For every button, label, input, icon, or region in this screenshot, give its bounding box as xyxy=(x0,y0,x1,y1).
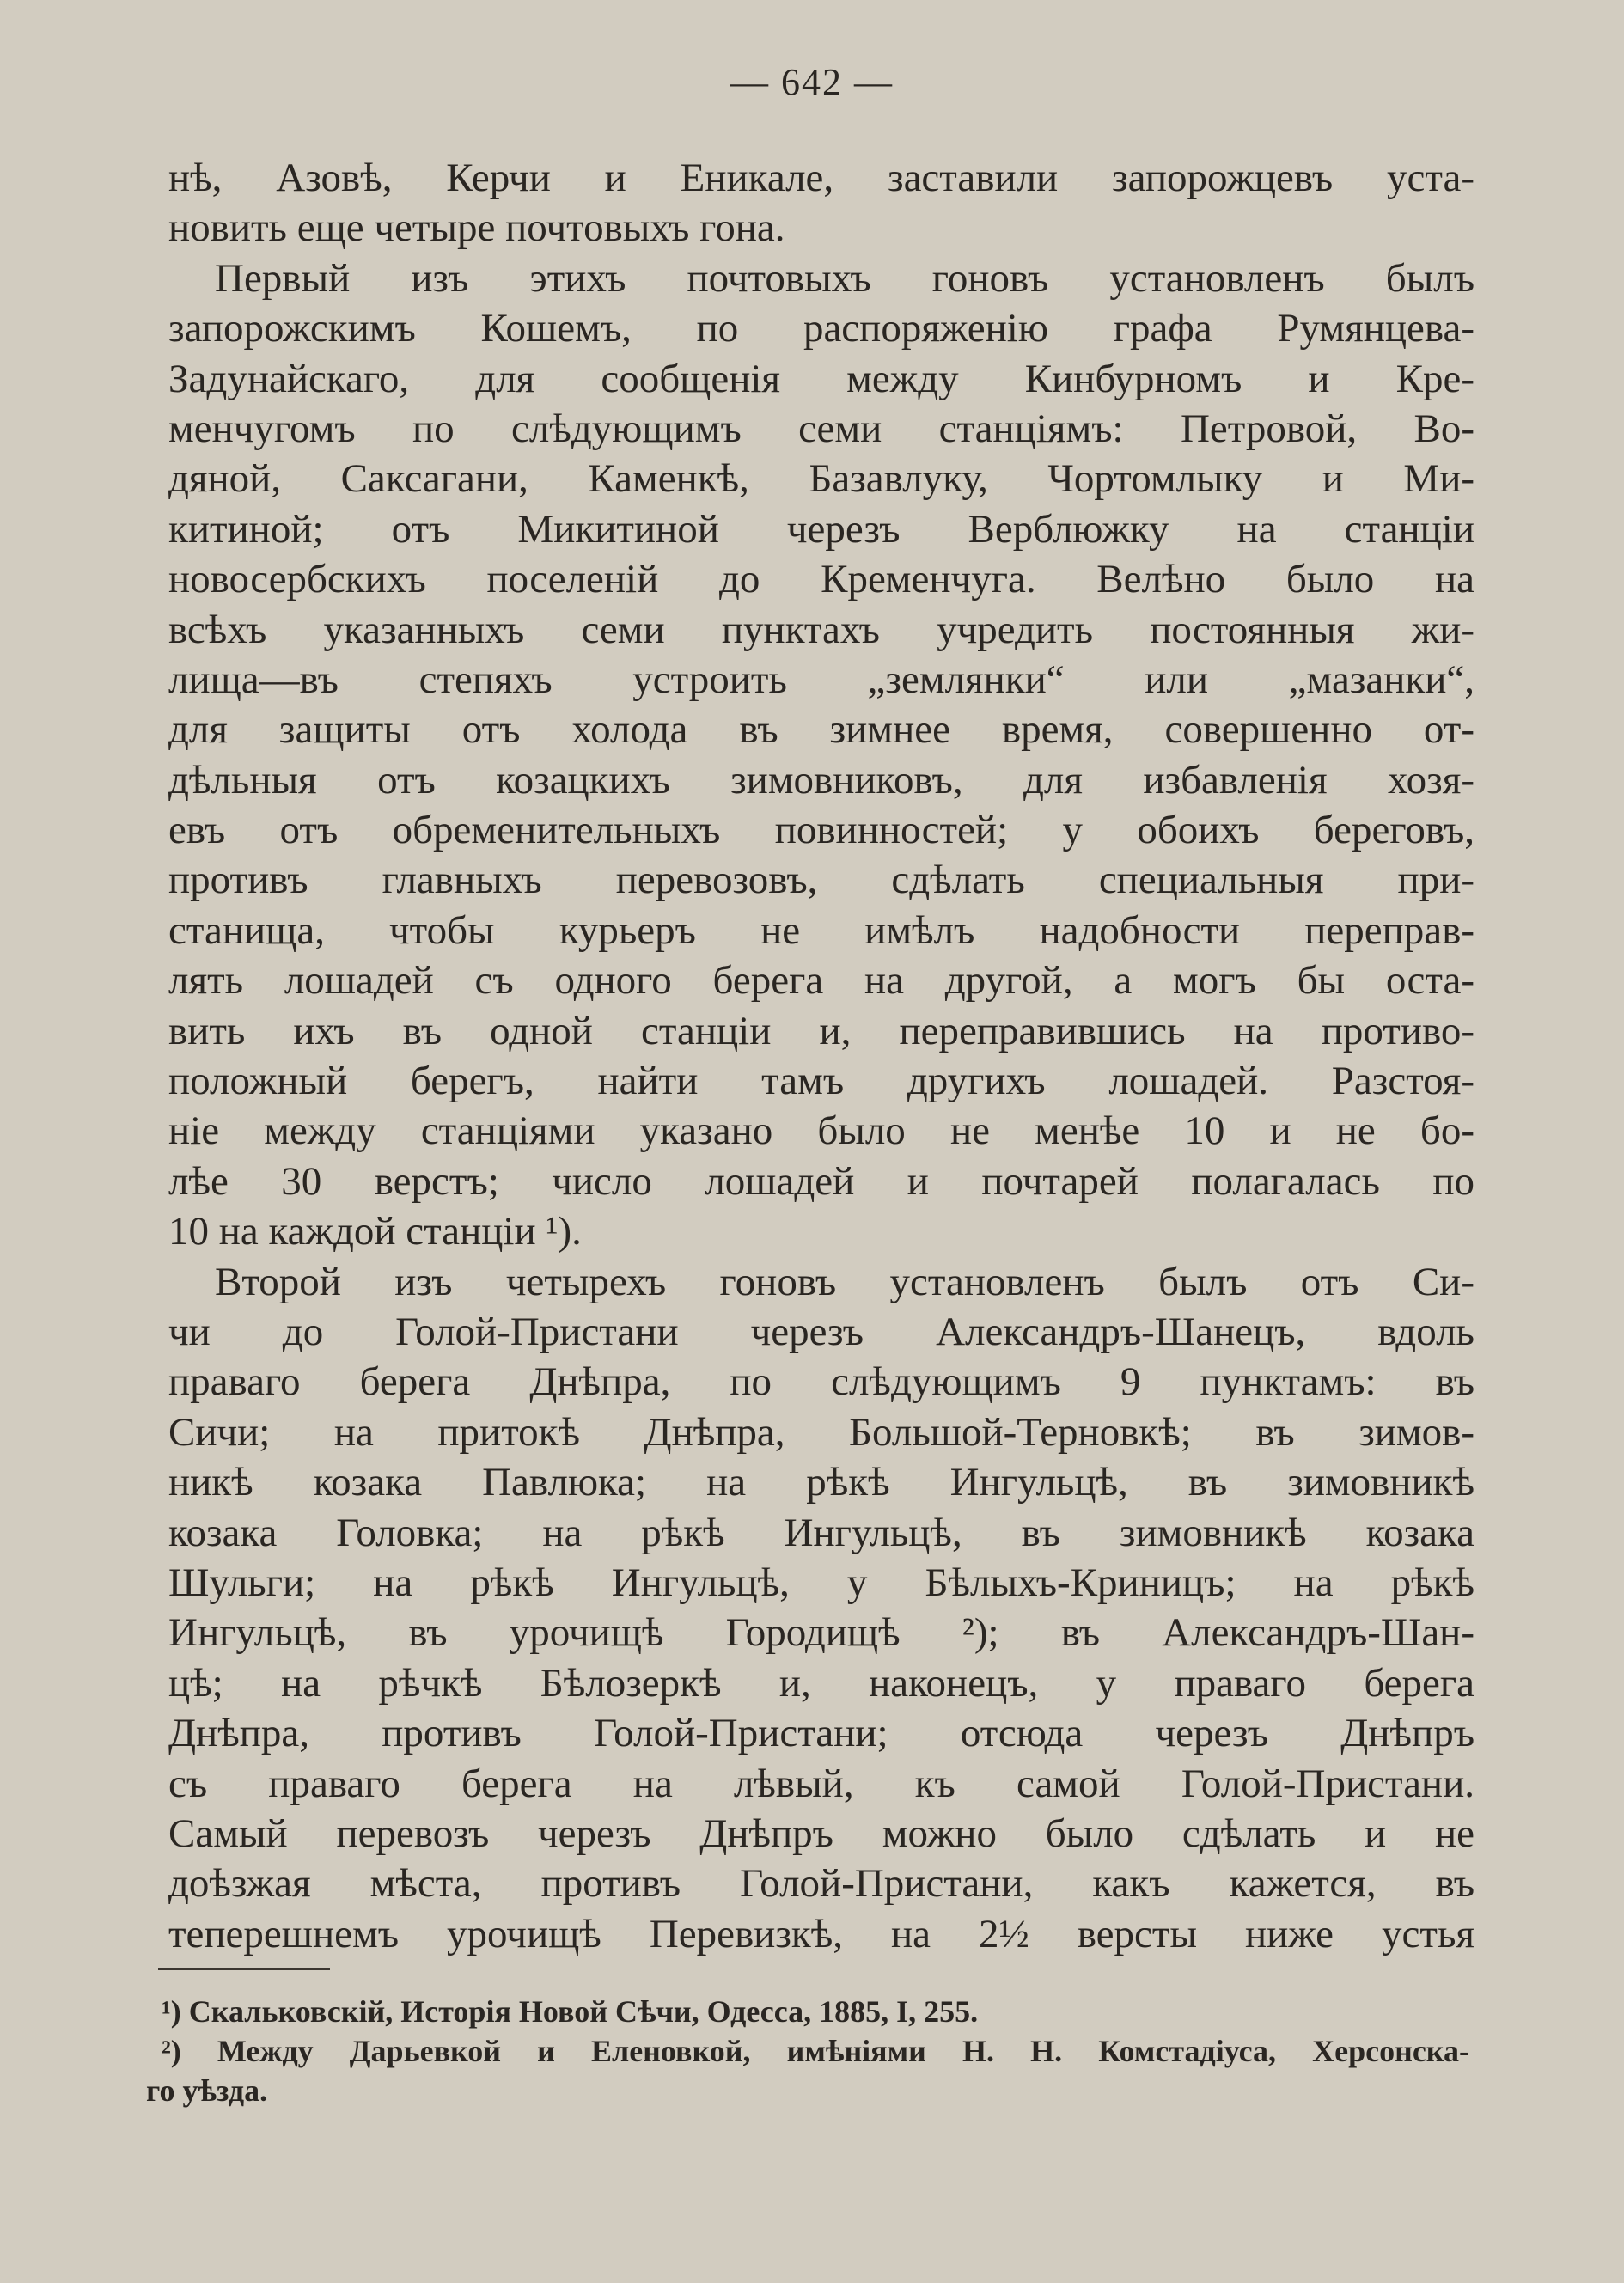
footnote-2: ²) Между Дарьевкой и Еленовкой, имѣніями Н. Н. Комстадіуса, Херсонска- xyxy=(162,2034,1469,2068)
text-line: ніе между станціями указано было не менѣе 10 и не бо- xyxy=(168,1108,1474,1154)
footnote-1: ¹) Скальковскій, Исторія Новой Сѣчи, Одесса, 1885, I, 255. xyxy=(162,1994,979,2029)
text-line: дѣльныя отъ козацкихъ зимовниковъ, для избавленія хозя- xyxy=(168,757,1474,803)
text-line: 10 на каждой станціи ¹). xyxy=(168,1209,582,1254)
text-line: чи до Голой-Пристани черезъ Александръ-Шанецъ, вдоль xyxy=(168,1309,1474,1354)
text-line: нѣ, Азовѣ, Керчи и Еникале, заставили запорожцевъ уста- xyxy=(168,156,1474,200)
footnote-2-continuation: го уѣзда. xyxy=(146,2073,268,2108)
text-line: лять лошадей съ одного берега на другой, а могъ бы оста- xyxy=(168,958,1474,1004)
text-line: запорожскимъ Кошемъ, по распоряженію графа Румянцева- xyxy=(168,306,1474,351)
text-line: вить ихъ въ одной станціи и, переправившись на противо- xyxy=(168,1008,1474,1053)
paragraph-first-line: Второй изъ четырехъ гоновъ установленъ былъ отъ Си- xyxy=(215,1259,1474,1304)
main-text xyxy=(168,153,1474,1959)
page-number: — 642 — xyxy=(730,61,894,103)
paragraph-first-line: Первый изъ этихъ почтовыхъ гоновъ установленъ былъ xyxy=(215,255,1474,301)
text-line: Шульги; на рѣкѣ Ингульцѣ, у Бѣлыхъ-Криницъ; на рѣкѣ xyxy=(168,1560,1474,1605)
text-line: новосербскихъ поселеній до Кременчуга. Велѣно было на xyxy=(168,557,1474,602)
footnote-divider xyxy=(158,1968,330,1970)
text-line: станища, чтобы курьеръ не имѣлъ надобности переправ- xyxy=(168,907,1474,953)
text-line: съ праваго берега на лѣвый, къ самой Голой-Пристани. xyxy=(168,1761,1474,1806)
footnotes xyxy=(146,1992,1469,2110)
text-line: Сичи; на притокѣ Днѣпра, Большой-Терновкѣ; въ зимов- xyxy=(168,1409,1474,1455)
text-line: новить еще четыре почтовыхъ гона. xyxy=(168,205,785,251)
text-line: лѣе 30 верстъ; число лошадей и почтарей полагалась по xyxy=(168,1158,1474,1204)
text-line: доѣзжая мѣста, противъ Голой-Пристани, какъ кажется, въ xyxy=(168,1861,1474,1907)
text-line: козака Головка; на рѣкѣ Ингульцѣ, въ зимовникѣ козака xyxy=(168,1510,1474,1555)
text-line: праваго берега Днѣпра, по слѣдующимъ 9 пунктамъ: въ xyxy=(168,1359,1474,1405)
text-line: Задунайскаго, для сообщенія между Кинбурномъ и Кре- xyxy=(168,356,1474,401)
text-line: Ингульцѣ, въ урочищѣ Городищѣ ²); въ Александръ-Шан- xyxy=(168,1610,1474,1656)
text-line: Днѣпра, противъ Голой-Пристани; отсюда черезъ Днѣпръ xyxy=(168,1711,1474,1756)
text-line: противъ главныхъ перевозовъ, сдѣлать специальныя при- xyxy=(168,858,1474,903)
text-line: китиной; отъ Микитиной черезъ Верблюжку на станціи xyxy=(168,506,1474,552)
text-line: для защиты отъ холода въ зимнее время, совершенно от- xyxy=(168,707,1474,753)
text-line: теперешнемъ урочищѣ Перевизкѣ, на 2½ версты ниже устья xyxy=(168,1911,1474,1956)
text-line: всѣхъ указанныхъ семи пунктахъ учредить постоянныя жи- xyxy=(168,607,1474,652)
text-line: цѣ; на рѣчкѣ Бѣлозеркѣ и, наконецъ, у праваго берега xyxy=(168,1660,1474,1706)
text-line: положный берегъ, найти тамъ другихъ лошадей. Разстоя- xyxy=(168,1059,1474,1104)
text-line: Самый перевозъ черезъ Днѣпръ можно было сдѣлать и не xyxy=(168,1810,1474,1856)
text-line: евъ отъ обременительныхъ повинностей; у обоихъ береговъ, xyxy=(168,808,1474,853)
text-line: никѣ козака Павлюка; на рѣкѣ Ингульцѣ, въ зимовникѣ xyxy=(168,1460,1474,1505)
text-line: лища—въ степяхъ устроить „землянки“ или „мазанки“, xyxy=(168,656,1474,702)
text-line: менчугомъ по слѣдующимъ семи станціямъ: Петровой, Во- xyxy=(168,406,1474,451)
text-line: дяной, Саксагани, Каменкѣ, Базавлуку, Чортомлыку и Ми- xyxy=(168,456,1474,502)
